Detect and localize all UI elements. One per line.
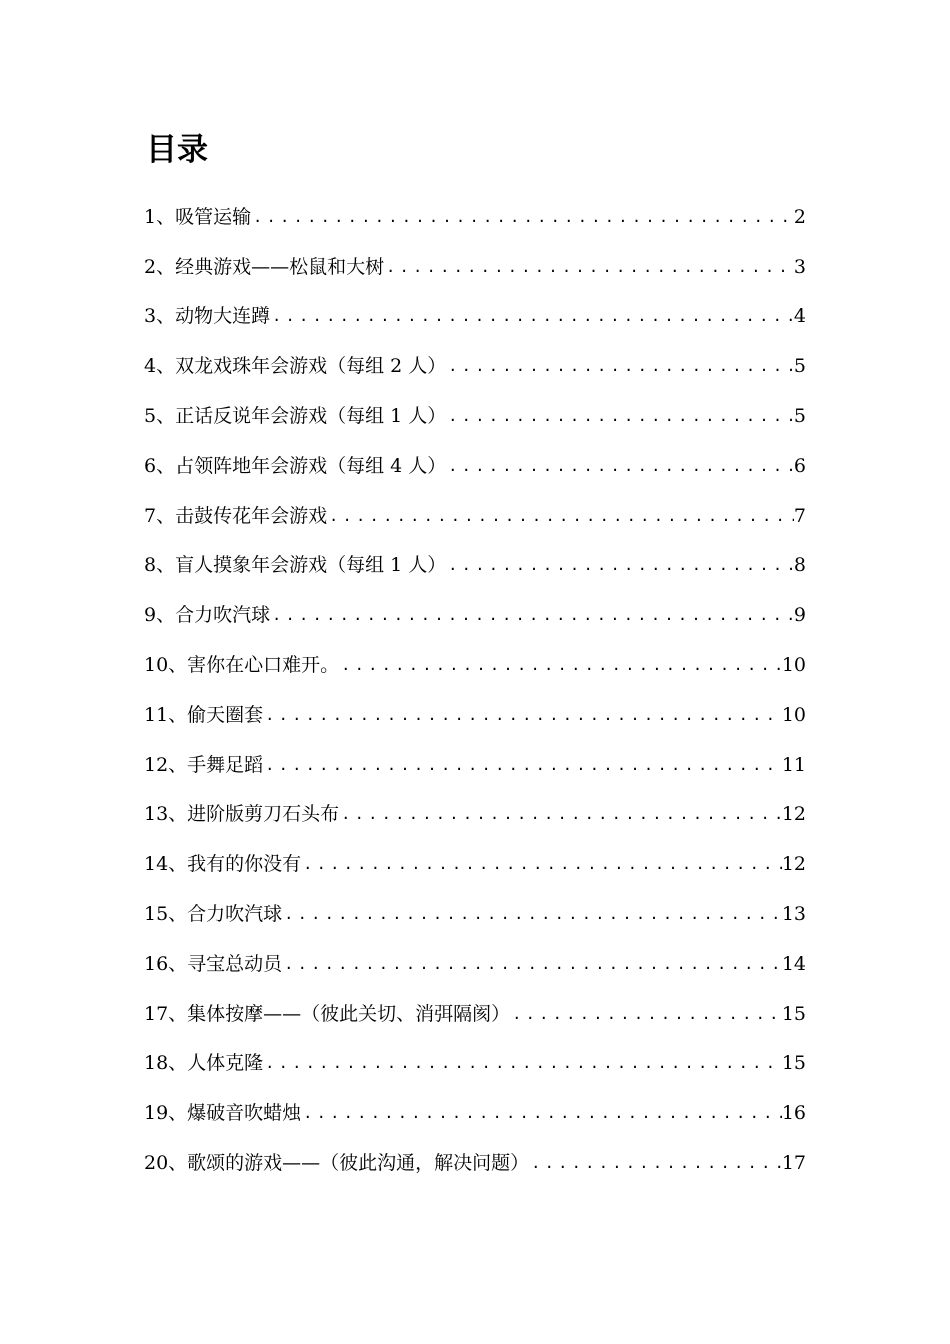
toc-entry-label: 11、偷天圈套: [144, 703, 264, 726]
toc-entry-label: 17、集体按摩——（彼此关切、消弭隔阂）: [144, 1002, 511, 1025]
toc-entry[interactable]: [144, 829, 806, 879]
toc-entry[interactable]: [144, 730, 806, 780]
toc-entry-page-number: 5: [793, 404, 806, 427]
toc-entry-label: 15、合力吹汽球: [144, 902, 283, 925]
toc-entry[interactable]: [144, 580, 806, 630]
toc-entry-page-number: 6: [793, 454, 806, 477]
toc-entry-label: 20、歌颂的游戏——（彼此沟通，解决问题）: [144, 1151, 530, 1174]
toc-entry[interactable]: [144, 1078, 806, 1128]
toc-entry[interactable]: [144, 630, 806, 680]
toc-entry-label: 3、动物大连蹲: [144, 305, 271, 328]
toc-entry-page-number: 14: [781, 952, 806, 975]
toc-dot-leader: [327, 501, 794, 531]
toc-entry-label: 12、手舞足蹈: [144, 753, 264, 776]
toc-dot-leader: [263, 750, 782, 780]
toc-entry-page-number: 16: [781, 1102, 806, 1125]
table-of-contents: [144, 182, 806, 1178]
toc-entry-page-number: 17: [781, 1151, 806, 1174]
toc-dot-leader: [301, 849, 782, 879]
toc-entry-label: 13、进阶版剪刀石头布: [144, 803, 340, 826]
toc-dot-leader: [339, 799, 782, 829]
toc-entry-page-number: 4: [793, 305, 806, 328]
toc-entry-page-number: 15: [781, 1052, 806, 1075]
toc-entry-label: 6、占领阵地年会游戏（每组 4 人）: [144, 454, 447, 477]
toc-entry[interactable]: [144, 431, 806, 481]
toc-entry-page-number: 13: [781, 902, 806, 925]
toc-entry-label: 4、双龙戏珠年会游戏（每组 2 人）: [144, 355, 447, 378]
toc-dot-leader: [446, 401, 794, 431]
toc-entry-page-number: 12: [781, 853, 806, 876]
toc-dot-leader: [446, 451, 794, 481]
toc-entry-label: 10、害你在心口难开。: [144, 653, 340, 676]
toc-entry-page-number: 7: [793, 504, 806, 527]
toc-entry-page-number: 11: [781, 753, 806, 776]
toc-entry[interactable]: [144, 481, 806, 531]
toc-entry[interactable]: [144, 879, 806, 929]
toc-entry[interactable]: [144, 531, 806, 581]
toc-dot-leader: [446, 351, 794, 381]
toc-entry-label: 14、我有的你没有: [144, 853, 302, 876]
toc-entry[interactable]: [144, 282, 806, 332]
toc-entry-label: 5、正话反说年会游戏（每组 1 人）: [144, 404, 447, 427]
toc-entry-label: 7、击鼓传花年会游戏: [144, 504, 328, 527]
toc-dot-leader: [446, 550, 794, 580]
toc-entry[interactable]: [144, 680, 806, 730]
toc-entry-label: 18、人体克隆: [144, 1052, 264, 1075]
toc-entry[interactable]: [144, 331, 806, 381]
toc-entry-page-number: 3: [793, 255, 806, 278]
toc-entry-page-number: 9: [793, 604, 806, 627]
toc-entry-page-number: 5: [793, 355, 806, 378]
toc-entry-label: 2、经典游戏——松鼠和大树: [144, 255, 385, 278]
toc-dot-leader: [270, 600, 794, 630]
toc-dot-leader: [263, 1048, 782, 1078]
toc-entry-page-number: 15: [781, 1002, 806, 1025]
toc-entry-label: 19、爆破音吹蜡烛: [144, 1102, 302, 1125]
toc-entry[interactable]: [144, 1029, 806, 1079]
toc-entry-page-number: 2: [793, 205, 806, 228]
toc-dot-leader: [529, 1148, 782, 1178]
toc-entry[interactable]: [144, 1128, 806, 1178]
toc-dot-leader: [251, 202, 794, 232]
toc-dot-leader: [510, 999, 782, 1029]
toc-entry-label: 9、合力吹汽球: [144, 604, 271, 627]
toc-entry[interactable]: [144, 979, 806, 1029]
toc-entry-label: 8、盲人摸象年会游戏（每组 1 人）: [144, 554, 447, 577]
toc-entry-label: 16、寻宝总动员: [144, 952, 283, 975]
toc-entry-page-number: 8: [793, 554, 806, 577]
toc-entry[interactable]: [144, 381, 806, 431]
toc-entry-page-number: 10: [781, 703, 806, 726]
toc-dot-leader: [282, 899, 782, 929]
toc-title: 目录: [146, 132, 208, 168]
toc-dot-leader: [301, 1098, 782, 1128]
toc-entry[interactable]: [144, 182, 806, 232]
toc-entry-page-number: 12: [781, 803, 806, 826]
toc-dot-leader: [282, 949, 782, 979]
toc-dot-leader: [263, 700, 782, 730]
toc-entry-page-number: 10: [781, 653, 806, 676]
toc-dot-leader: [339, 650, 782, 680]
toc-dot-leader: [270, 301, 794, 331]
toc-entry[interactable]: [144, 780, 806, 830]
toc-entry-label: 1、吸管运输: [144, 205, 252, 228]
toc-dot-leader: [384, 252, 794, 282]
toc-entry[interactable]: [144, 929, 806, 979]
toc-entry[interactable]: [144, 232, 806, 282]
